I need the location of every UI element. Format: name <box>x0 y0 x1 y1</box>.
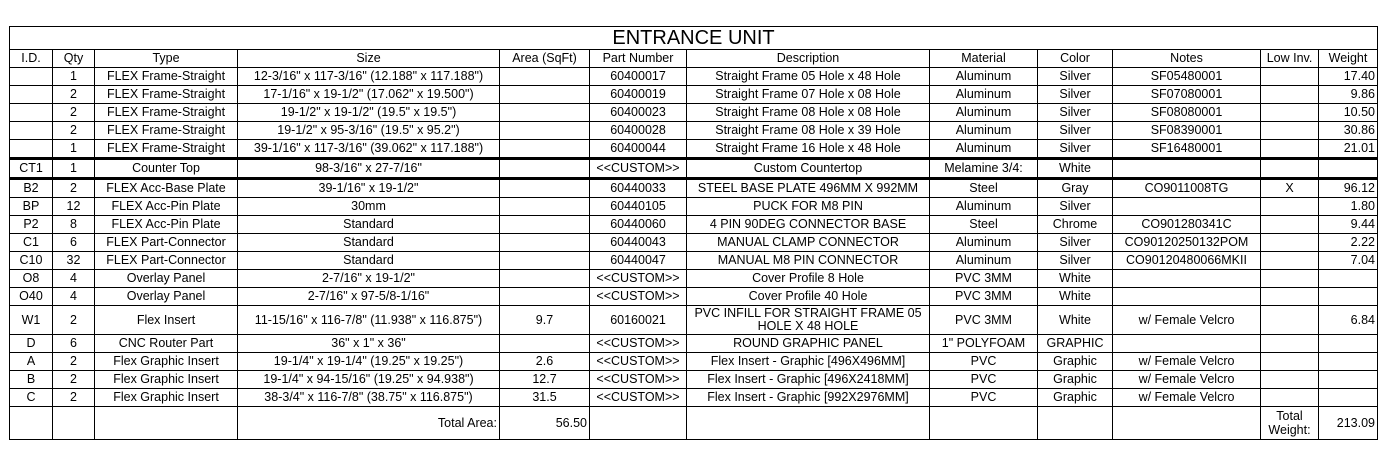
cell-weight <box>1319 389 1378 407</box>
empty-cell <box>1038 407 1113 440</box>
table-row <box>10 371 1378 389</box>
cell-color: Graphic <box>1038 353 1113 371</box>
entrance-unit-sheet <box>9 26 1378 440</box>
cell-area <box>500 270 590 288</box>
cell-description: MANUAL CLAMP CONNECTOR <box>687 234 930 252</box>
cell-color: Gray <box>1038 179 1113 198</box>
table-row <box>10 234 1378 252</box>
cell-size: 19-1/4" x 19-1/4" (19.25" x 19.25") <box>238 353 500 371</box>
column-header-notes: Notes <box>1113 50 1261 68</box>
cell-description: PUCK FOR M8 PIN <box>687 198 930 216</box>
cell-description: ROUND GRAPHIC PANEL <box>687 335 930 353</box>
cell-material: PVC <box>930 389 1038 407</box>
cell-size: 19-1/2" x 95-3/16" (19.5" x 95.2") <box>238 122 500 140</box>
cell-size: 98-3/16" x 27-7/16" <box>238 159 500 179</box>
cell-size: 36" x 1" x 36" <box>238 335 500 353</box>
cell-qty: 2 <box>53 389 95 407</box>
cell-color: Silver <box>1038 252 1113 270</box>
cell-part-number: 60400023 <box>590 104 687 122</box>
totals-row <box>10 407 1378 440</box>
cell-weight: 21.01 <box>1319 140 1378 159</box>
cell-color: White <box>1038 270 1113 288</box>
cell-part-number: <<CUSTOM>> <box>590 288 687 306</box>
cell-id: B2 <box>10 179 53 198</box>
cell-weight: 10.50 <box>1319 104 1378 122</box>
cell-qty: 1 <box>53 68 95 86</box>
cell-id: P2 <box>10 216 53 234</box>
cell-qty: 2 <box>53 371 95 389</box>
cell-area <box>500 198 590 216</box>
cell-low-inv <box>1261 306 1319 335</box>
cell-part-number: <<CUSTOM>> <box>590 389 687 407</box>
cell-weight: 7.04 <box>1319 252 1378 270</box>
table-row <box>10 288 1378 306</box>
cell-color: Silver <box>1038 140 1113 159</box>
table-row <box>10 86 1378 104</box>
cell-part-number: 60440105 <box>590 198 687 216</box>
empty-cell <box>930 407 1038 440</box>
cell-material: PVC 3MM <box>930 306 1038 335</box>
cell-color: Silver <box>1038 122 1113 140</box>
cell-type: Overlay Panel <box>95 270 238 288</box>
column-header-description: Description <box>687 50 930 68</box>
cell-material: 1" POLYFOAM <box>930 335 1038 353</box>
cell-part-number: 60400028 <box>590 122 687 140</box>
table-row <box>10 104 1378 122</box>
column-header-size: Size <box>238 50 500 68</box>
table-row <box>10 68 1378 86</box>
cell-color: Graphic <box>1038 389 1113 407</box>
cell-weight <box>1319 270 1378 288</box>
cell-color: Chrome <box>1038 216 1113 234</box>
empty-cell <box>687 407 930 440</box>
cell-notes: w/ Female Velcro <box>1113 306 1261 335</box>
cell-id: D <box>10 335 53 353</box>
cell-weight: 1.80 <box>1319 198 1378 216</box>
page-title: ENTRANCE UNIT <box>10 27 1378 50</box>
cell-area <box>500 122 590 140</box>
cell-part-number: 60440033 <box>590 179 687 198</box>
table-row <box>10 159 1378 179</box>
cell-low-inv: X <box>1261 179 1319 198</box>
bill-of-materials-table <box>9 26 1378 440</box>
cell-part-number: 60400044 <box>590 140 687 159</box>
cell-part-number: 60440060 <box>590 216 687 234</box>
cell-material: Aluminum <box>930 86 1038 104</box>
cell-notes: CO90120250132POM <box>1113 234 1261 252</box>
cell-description: Cover Profile 8 Hole <box>687 270 930 288</box>
cell-size: Standard <box>238 252 500 270</box>
cell-part-number: <<CUSTOM>> <box>590 353 687 371</box>
cell-weight: 9.86 <box>1319 86 1378 104</box>
cell-type: FLEX Acc-Base Plate <box>95 179 238 198</box>
cell-id <box>10 140 53 159</box>
cell-id: C10 <box>10 252 53 270</box>
cell-notes: SF05480001 <box>1113 68 1261 86</box>
cell-id <box>10 86 53 104</box>
cell-area: 2.6 <box>500 353 590 371</box>
cell-color: White <box>1038 288 1113 306</box>
cell-material: Aluminum <box>930 140 1038 159</box>
cell-weight: 17.40 <box>1319 68 1378 86</box>
cell-description: Straight Frame 07 Hole x 08 Hole <box>687 86 930 104</box>
cell-low-inv <box>1261 198 1319 216</box>
cell-type: Flex Graphic Insert <box>95 389 238 407</box>
cell-material: Aluminum <box>930 104 1038 122</box>
cell-low-inv <box>1261 335 1319 353</box>
cell-part-number: <<CUSTOM>> <box>590 335 687 353</box>
cell-size: 17-1/16" x 19-1/2" (17.062" x 19.500") <box>238 86 500 104</box>
cell-size: 11-15/16" x 116-7/8" (11.938" x 116.875") <box>238 306 500 335</box>
cell-size: Standard <box>238 234 500 252</box>
cell-material: Steel <box>930 179 1038 198</box>
cell-type: FLEX Frame-Straight <box>95 104 238 122</box>
cell-notes: w/ Female Velcro <box>1113 353 1261 371</box>
cell-qty: 12 <box>53 198 95 216</box>
cell-size: 12-3/16" x 117-3/16" (12.188" x 117.188") <box>238 68 500 86</box>
cell-qty: 6 <box>53 234 95 252</box>
cell-description: STEEL BASE PLATE 496MM X 992MM <box>687 179 930 198</box>
cell-area <box>500 216 590 234</box>
cell-type: Flex Insert <box>95 306 238 335</box>
cell-id <box>10 68 53 86</box>
cell-material: Aluminum <box>930 234 1038 252</box>
cell-description: Flex Insert - Graphic [496X2418MM] <box>687 371 930 389</box>
cell-part-number: 60440047 <box>590 252 687 270</box>
total-area-label: Total Area: <box>238 407 500 440</box>
cell-description: PVC INFILL FOR STRAIGHT FRAME 05 HOLE X 48 HOLE <box>687 306 930 335</box>
cell-id <box>10 104 53 122</box>
cell-id: C1 <box>10 234 53 252</box>
cell-notes: SF08390001 <box>1113 122 1261 140</box>
cell-description: MANUAL M8 PIN CONNECTOR <box>687 252 930 270</box>
cell-qty: 1 <box>53 140 95 159</box>
cell-size: 19-1/4" x 94-15/16" (19.25" x 94.938") <box>238 371 500 389</box>
cell-notes <box>1113 335 1261 353</box>
cell-part-number: <<CUSTOM>> <box>590 371 687 389</box>
empty-cell <box>95 407 238 440</box>
cell-qty: 2 <box>53 122 95 140</box>
cell-part-number: <<CUSTOM>> <box>590 270 687 288</box>
cell-notes: CO9011008TG <box>1113 179 1261 198</box>
cell-area <box>500 288 590 306</box>
cell-low-inv <box>1261 216 1319 234</box>
empty-cell <box>10 407 53 440</box>
cell-weight <box>1319 371 1378 389</box>
cell-id: B <box>10 371 53 389</box>
cell-color: Silver <box>1038 198 1113 216</box>
cell-type: FLEX Frame-Straight <box>95 68 238 86</box>
cell-type: FLEX Part-Connector <box>95 252 238 270</box>
cell-notes <box>1113 270 1261 288</box>
cell-area <box>500 179 590 198</box>
cell-id: C <box>10 389 53 407</box>
cell-weight: 2.22 <box>1319 234 1378 252</box>
column-header-id: I.D. <box>10 50 53 68</box>
empty-cell <box>53 407 95 440</box>
cell-color: Silver <box>1038 68 1113 86</box>
cell-qty: 32 <box>53 252 95 270</box>
cell-area <box>500 159 590 179</box>
cell-size: 2-7/16" x 97-5/8-1/16" <box>238 288 500 306</box>
column-header-type: Type <box>95 50 238 68</box>
cell-qty: 2 <box>53 179 95 198</box>
cell-area <box>500 140 590 159</box>
column-header-qty: Qty <box>53 50 95 68</box>
cell-weight: 6.84 <box>1319 306 1378 335</box>
cell-material: Aluminum <box>930 122 1038 140</box>
cell-qty: 4 <box>53 288 95 306</box>
cell-notes: w/ Female Velcro <box>1113 371 1261 389</box>
cell-material: Aluminum <box>930 68 1038 86</box>
cell-low-inv <box>1261 86 1319 104</box>
cell-description: Straight Frame 05 Hole x 48 Hole <box>687 68 930 86</box>
cell-type: Overlay Panel <box>95 288 238 306</box>
table-row <box>10 122 1378 140</box>
cell-low-inv <box>1261 159 1319 179</box>
cell-color: White <box>1038 159 1113 179</box>
cell-id <box>10 122 53 140</box>
cell-part-number: 60400019 <box>590 86 687 104</box>
cell-qty: 2 <box>53 353 95 371</box>
cell-weight <box>1319 335 1378 353</box>
cell-material: Steel <box>930 216 1038 234</box>
cell-description: Custom Countertop <box>687 159 930 179</box>
cell-material: PVC 3MM <box>930 288 1038 306</box>
cell-low-inv <box>1261 104 1319 122</box>
cell-type: Flex Graphic Insert <box>95 353 238 371</box>
cell-type: Flex Graphic Insert <box>95 371 238 389</box>
cell-area <box>500 104 590 122</box>
cell-size: 2-7/16" x 19-1/2" <box>238 270 500 288</box>
table-row <box>10 306 1378 335</box>
cell-area: 31.5 <box>500 389 590 407</box>
cell-type: FLEX Frame-Straight <box>95 86 238 104</box>
cell-low-inv <box>1261 270 1319 288</box>
cell-notes: SF08080001 <box>1113 104 1261 122</box>
cell-type: FLEX Acc-Pin Plate <box>95 198 238 216</box>
cell-description: Straight Frame 16 Hole x 48 Hole <box>687 140 930 159</box>
cell-size: 19-1/2" x 19-1/2" (19.5" x 19.5") <box>238 104 500 122</box>
cell-area <box>500 68 590 86</box>
cell-description: Flex Insert - Graphic [496X496MM] <box>687 353 930 371</box>
column-header-weight: Weight <box>1319 50 1378 68</box>
cell-type: FLEX Frame-Straight <box>95 122 238 140</box>
cell-size: 39-1/16" x 117-3/16" (39.062" x 117.188") <box>238 140 500 159</box>
cell-notes: SF16480001 <box>1113 140 1261 159</box>
cell-material: Aluminum <box>930 198 1038 216</box>
cell-type: Counter Top <box>95 159 238 179</box>
cell-color: Silver <box>1038 104 1113 122</box>
cell-size: 39-1/16" x 19-1/2" <box>238 179 500 198</box>
table-row <box>10 389 1378 407</box>
cell-type: FLEX Frame-Straight <box>95 140 238 159</box>
cell-id: A <box>10 353 53 371</box>
column-header-low-inv: Low Inv. <box>1261 50 1319 68</box>
cell-area <box>500 252 590 270</box>
cell-notes <box>1113 198 1261 216</box>
cell-id: BP <box>10 198 53 216</box>
cell-qty: 6 <box>53 335 95 353</box>
total-weight-value: 213.09 <box>1319 407 1378 440</box>
cell-id: O40 <box>10 288 53 306</box>
cell-low-inv <box>1261 140 1319 159</box>
cell-low-inv <box>1261 389 1319 407</box>
cell-material: Aluminum <box>930 252 1038 270</box>
cell-area: 9.7 <box>500 306 590 335</box>
cell-id: W1 <box>10 306 53 335</box>
cell-type: FLEX Part-Connector <box>95 234 238 252</box>
title-row <box>10 27 1378 50</box>
table-row <box>10 198 1378 216</box>
cell-weight <box>1319 159 1378 179</box>
cell-part-number: 60400017 <box>590 68 687 86</box>
cell-low-inv <box>1261 353 1319 371</box>
cell-description: Straight Frame 08 Hole x 08 Hole <box>687 104 930 122</box>
total-weight-label: Total Weight: <box>1261 407 1319 440</box>
cell-description: Flex Insert - Graphic [992X2976MM] <box>687 389 930 407</box>
cell-color: Silver <box>1038 234 1113 252</box>
column-header-area: Area (SqFt) <box>500 50 590 68</box>
cell-low-inv <box>1261 68 1319 86</box>
cell-notes: SF07080001 <box>1113 86 1261 104</box>
cell-id: CT1 <box>10 159 53 179</box>
cell-weight: 96.12 <box>1319 179 1378 198</box>
cell-low-inv <box>1261 288 1319 306</box>
cell-material: PVC <box>930 371 1038 389</box>
cell-notes: CO90120480066MKII <box>1113 252 1261 270</box>
cell-low-inv <box>1261 252 1319 270</box>
cell-weight <box>1319 353 1378 371</box>
cell-type: CNC Router Part <box>95 335 238 353</box>
cell-description: Straight Frame 08 Hole x 39 Hole <box>687 122 930 140</box>
cell-size: 30mm <box>238 198 500 216</box>
cell-part-number: 60160021 <box>590 306 687 335</box>
cell-weight <box>1319 288 1378 306</box>
cell-qty: 2 <box>53 86 95 104</box>
cell-color: GRAPHIC <box>1038 335 1113 353</box>
column-header-part-number: Part Number <box>590 50 687 68</box>
table-row <box>10 140 1378 159</box>
cell-notes <box>1113 159 1261 179</box>
cell-notes <box>1113 288 1261 306</box>
cell-description: Cover Profile 40 Hole <box>687 288 930 306</box>
cell-area <box>500 335 590 353</box>
cell-size: 38-3/4" x 116-7/8" (38.75" x 116.875") <box>238 389 500 407</box>
cell-qty: 2 <box>53 306 95 335</box>
cell-color: Graphic <box>1038 371 1113 389</box>
total-area-value: 56.50 <box>500 407 590 440</box>
table-row <box>10 252 1378 270</box>
table-row <box>10 270 1378 288</box>
cell-area: 12.7 <box>500 371 590 389</box>
cell-part-number: 60440043 <box>590 234 687 252</box>
cell-area <box>500 234 590 252</box>
header-row <box>10 50 1378 68</box>
cell-qty: 1 <box>53 159 95 179</box>
cell-material: PVC <box>930 353 1038 371</box>
cell-id: O8 <box>10 270 53 288</box>
cell-weight: 30.86 <box>1319 122 1378 140</box>
cell-qty: 2 <box>53 104 95 122</box>
cell-material: PVC 3MM <box>930 270 1038 288</box>
cell-low-inv <box>1261 234 1319 252</box>
empty-cell <box>1113 407 1261 440</box>
cell-area <box>500 86 590 104</box>
table-row <box>10 216 1378 234</box>
cell-qty: 8 <box>53 216 95 234</box>
table-row <box>10 335 1378 353</box>
cell-low-inv <box>1261 122 1319 140</box>
cell-type: FLEX Acc-Pin Plate <box>95 216 238 234</box>
cell-part-number: <<CUSTOM>> <box>590 159 687 179</box>
column-header-material: Material <box>930 50 1038 68</box>
cell-description: 4 PIN 90DEG CONNECTOR BASE <box>687 216 930 234</box>
cell-color: Silver <box>1038 86 1113 104</box>
empty-cell <box>590 407 687 440</box>
cell-notes: CO901280341C <box>1113 216 1261 234</box>
cell-qty: 4 <box>53 270 95 288</box>
cell-material: Melamine 3/4: <box>930 159 1038 179</box>
cell-notes: w/ Female Velcro <box>1113 389 1261 407</box>
table-row <box>10 353 1378 371</box>
cell-color: White <box>1038 306 1113 335</box>
table-row <box>10 179 1378 198</box>
cell-weight: 9.44 <box>1319 216 1378 234</box>
cell-size: Standard <box>238 216 500 234</box>
column-header-color: Color <box>1038 50 1113 68</box>
cell-low-inv <box>1261 371 1319 389</box>
